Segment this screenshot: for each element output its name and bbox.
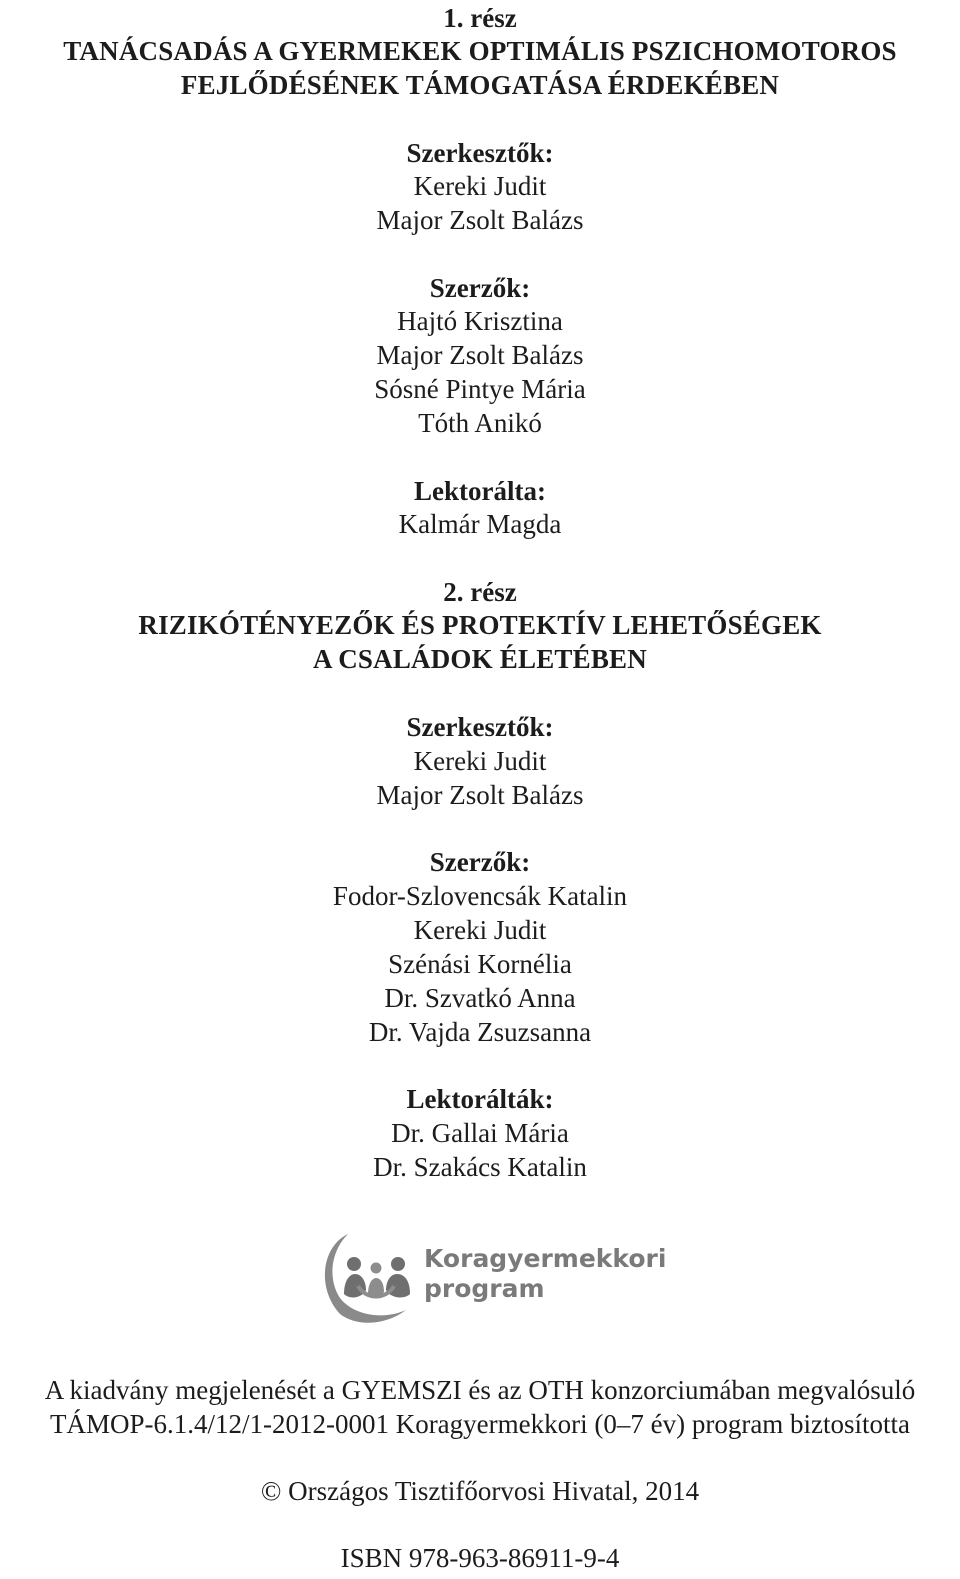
part1-reviewers-label: Lektorálta: — [414, 476, 546, 506]
part1-author: Major Zsolt Balázs — [376, 340, 584, 370]
copyright-notice: © Országos Tisztifőorvosi Hivatal, 2014 — [260, 1476, 700, 1506]
part2-title-line1: RIZIKÓTÉNYEZŐK ÉS PROTEKTÍV LEHETŐSÉGEK — [138, 610, 822, 640]
part1-author: Hajtó Krisztina — [397, 306, 563, 336]
part1-authors-label: Szerzők: — [429, 273, 531, 303]
part2-editor: Kereki Judit — [413, 746, 547, 776]
part1-title-line1: TANÁCSADÁS A GYERMEKEK OPTIMÁLIS PSZICHOMOTOROS — [63, 36, 897, 66]
part1-reviewer: Kalmár Magda — [398, 509, 562, 539]
part2-editor: Major Zsolt Balázs — [376, 780, 584, 810]
part1-editor: Major Zsolt Balázs — [376, 205, 584, 235]
isbn: ISBN 978-963-86911-9-4 — [340, 1543, 620, 1573]
part2-reviewer: Dr. Szakács Katalin — [373, 1152, 587, 1182]
part2-authors-label: Szerzők: — [429, 847, 531, 877]
part2-reviewer: Dr. Gallai Mária — [391, 1118, 569, 1148]
funding-note-line2: TÁMOP-6.1.4/12/1-2012-0001 Koragyermekkori (0–7 év) program biztosította — [49, 1409, 911, 1439]
part1-author: Tóth Anikó — [418, 408, 542, 438]
part2-author: Dr. Vajda Zsuzsanna — [368, 1017, 592, 1047]
part2-author: Dr. Szvatkó Anna — [384, 983, 576, 1013]
part1-editor: Kereki Judit — [413, 171, 547, 201]
part1-title-line2: FEJLŐDÉSÉNEK TÁMOGATÁSA ÉRDEKÉBEN — [180, 70, 780, 100]
part1-author: Sósné Pintye Mária — [374, 374, 586, 404]
family-icon — [318, 1228, 418, 1324]
part2-editors-label: Szerkesztők: — [406, 712, 554, 742]
part1-editors-label: Szerkesztők: — [406, 138, 554, 168]
part2-author: Fodor-Szlovencsák Katalin — [332, 881, 628, 911]
part2-author: Kereki Judit — [413, 915, 547, 945]
part2-author: Szénási Kornélia — [388, 949, 572, 979]
koragyermekkori-program-logo — [318, 1228, 667, 1324]
logo-text-line2: program — [424, 1274, 545, 1303]
part2-title-line2: A CSALÁDOK ÉLETÉBEN — [313, 644, 647, 674]
logo-text-line1: Koragyermekkori — [424, 1244, 667, 1273]
part1-heading: 1. rész — [443, 3, 517, 33]
funding-note-line1: A kiadvány megjelenését a GYEMSZI és az OTH konzorciumában megvalósuló — [44, 1375, 916, 1405]
part2-heading: 2. rész — [443, 577, 517, 607]
part2-reviewers-label: Lektorálták: — [406, 1084, 554, 1114]
